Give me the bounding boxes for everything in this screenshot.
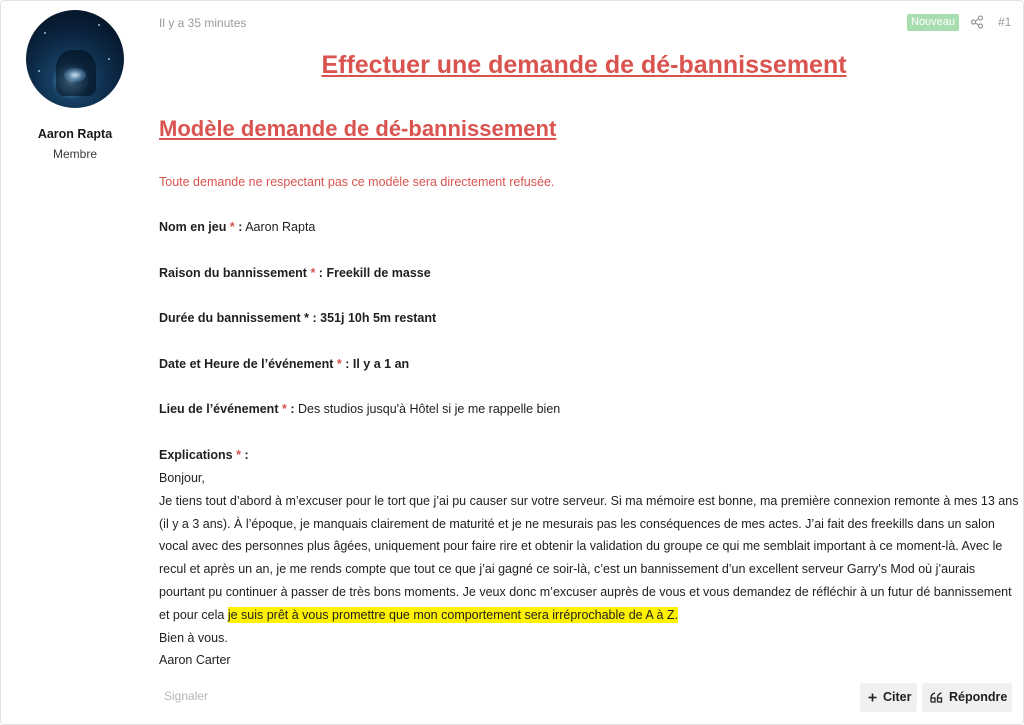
reply-label: Répondre: [949, 690, 1008, 704]
report-link[interactable]: Signaler: [164, 689, 209, 703]
field-explanations: [159, 448, 249, 462]
required-mark: *: [281, 402, 287, 416]
required-mark: *: [310, 266, 316, 280]
post-number-link[interactable]: #1: [998, 15, 1012, 29]
required-mark: *: [236, 448, 241, 462]
plus-icon: [868, 693, 877, 702]
field-value: Aaron Rapta: [245, 220, 316, 234]
required-mark: *: [229, 220, 235, 234]
new-badge: Nouveau: [907, 14, 959, 31]
field-label: Lieu de l’événement: [159, 402, 279, 416]
field-separator: :: [238, 220, 243, 234]
reply-quote-icon: [930, 692, 943, 703]
field-separator: :: [345, 357, 350, 371]
avatar-star: [38, 70, 40, 72]
field-ban-reason: [159, 266, 431, 280]
field-event-date: [159, 357, 409, 371]
template-heading: Modèle demande de dé-bannissement: [159, 116, 557, 141]
explanation-paragraph: [159, 490, 1019, 627]
closing: Bien à vous.: [159, 630, 228, 645]
author-role: Membre: [52, 147, 97, 161]
author-name[interactable]: Aaron Rapta: [37, 127, 113, 141]
field-label: Raison du bannissement: [159, 266, 307, 280]
field-separator: :: [318, 266, 323, 280]
field-separator: :: [244, 448, 249, 462]
signature: Aaron Carter: [159, 653, 231, 668]
post-title: Effectuer une demande de dé-bannissement: [321, 51, 847, 79]
field-value: Des studios jusqu'à Hôtel si je me rappelle bien: [297, 402, 561, 416]
reply-button[interactable]: [922, 683, 1012, 712]
field-label: Date et Heure de l’événement: [159, 357, 334, 371]
paragraph-text: Je tiens tout d’abord à m’excuser pour le tort que j’ai pu causer sur votre serveur. Si ma mémoire est bonne, ma première connexion remonte à mes 13 ans (il y a 3 ans). À l’époque, je manquais clairement de maturité et je ne mesurais pas les conséquences de mes actes. J’ai fait des freekills dans un salon vocal avec des personnes plus âgées, uniquement pour faire rire et obtenir la validation du groupe ce qui me semblait important à ce moment-là. Avec le recul et après un an, je me rends compte que tout ce que j’ai gagné ce soir-là, c’est un bannissement d’un excellent serveur Garry’s Mod où j’aurais pourtant pu continuer à passer de très bons moments. Je veux donc m’excuser auprès de vous et vous demandez de réfléchir à un futur dé bannissement et pour cela: [159, 493, 1019, 622]
field-ban-duration: [159, 311, 436, 325]
field-ingame-name: [159, 220, 315, 234]
post-body: [159, 467, 1019, 672]
field-label: Nom en jeu: [159, 220, 227, 234]
highlighted-promise: je suis prêt à vous promettre que mon comportement sera irréprochable de A à Z.: [227, 607, 679, 622]
quote-label: Citer: [883, 690, 912, 704]
share-icon[interactable]: [970, 15, 984, 29]
avatar-glow: [64, 68, 86, 82]
avatar-star: [98, 24, 100, 26]
required-mark: *: [336, 357, 342, 371]
field-separator: :: [290, 402, 295, 416]
field-label: Durée du bannissement * : 351j 10h 5m restant: [159, 311, 437, 325]
warning-text: Toute demande ne respectant pas ce modèle sera directement refusée.: [159, 175, 555, 189]
avatar[interactable]: [26, 10, 124, 108]
post-time[interactable]: Il y a 35 minutes: [159, 16, 247, 30]
avatar-star: [108, 58, 110, 60]
field-event-place: [159, 402, 560, 416]
field-value: Freekill de masse: [326, 266, 431, 280]
greeting: Bonjour,: [159, 471, 205, 485]
quote-button[interactable]: [860, 683, 917, 712]
field-value: Il y a 1 an: [352, 357, 410, 371]
field-label: Explications: [159, 448, 233, 462]
avatar-star: [44, 32, 46, 34]
